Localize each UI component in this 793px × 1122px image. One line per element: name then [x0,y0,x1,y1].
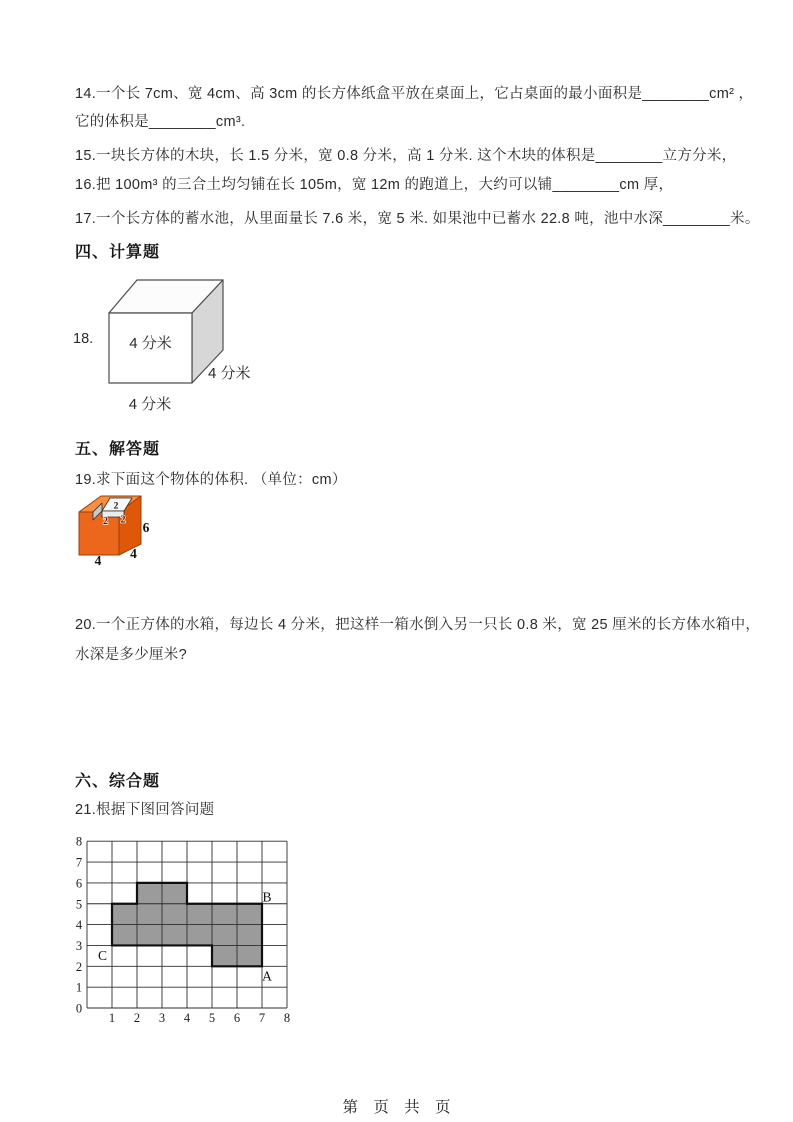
y-axis-tick: 4 [75,918,83,933]
x-axis-tick: 7 [258,1011,266,1025]
y-axis-tick: 6 [75,876,83,891]
question-20-line-2: 水深是多少厘米? [75,647,187,663]
y-axis-tick: 2 [75,959,83,974]
shaded-cell [212,945,237,966]
y-axis-tick: 7 [75,855,83,870]
x-axis-tick: 3 [158,1011,166,1025]
y-axis-tick: 0 [75,1001,83,1016]
question-20-line-1: 20.一个正方体的水箱，每边长 4 分米，把这样一箱水倒入另一只长 0.8 米，宽 25 厘米的长方体水箱中， [75,617,761,633]
shaded-cell [162,904,187,925]
point-label-B: B [262,889,272,905]
x-axis-tick: 5 [208,1011,216,1025]
shaded-cell [162,883,187,904]
notched-solid-figure [76,492,162,570]
x-axis-tick: 6 [233,1011,241,1025]
x-axis-tick: 2 [133,1011,141,1025]
shaded-cell [112,925,137,946]
shaded-cell [137,904,162,925]
shaded-cell [237,925,262,946]
shaded-cell [212,925,237,946]
section-answer-title: 五、解答题 [75,441,161,458]
shaded-cell [187,925,212,946]
cube-front-dimension: 4 分米 [129,335,172,352]
grid-plot [55,826,300,1028]
shaded-cell [162,925,187,946]
point-label-C: C [97,947,108,963]
solid-depth-dimension: 4 [130,546,137,561]
shaded-cell [237,904,262,925]
cube-side-dimension: 4 分米 [208,365,251,382]
x-axis-tick: 8 [283,1011,291,1025]
question-18-number: 18. [73,331,94,347]
section-comprehensive-title: 六、综合题 [75,773,161,790]
shaded-cell [137,883,162,904]
y-axis-tick: 3 [75,938,83,953]
x-axis-tick: 4 [183,1011,191,1025]
notch-top-dimension: 2 [113,501,119,512]
question-19: 19.求下面这个物体的体积. （单位：cm） [75,472,347,488]
question-16: 16.把 100m³ 的三合土均匀铺在长 105m，宽 12m 的跑道上，大约可以铺________cm 厚， [75,177,674,193]
question-14-line-2: 它的体积是________cm³. [75,114,246,130]
y-axis-tick: 8 [75,834,83,849]
notch-right-dimension: 2 [120,514,126,526]
solid-front-face [79,512,119,555]
x-axis-tick: 1 [108,1011,116,1025]
shaded-cell [237,945,262,966]
question-17: 17.一个长方体的蓄水池，从里面量长 7.6 米，宽 5 米. 如果池中已蓄水 22.8 吨，池中水深________米。 [75,211,760,227]
shaded-cell [137,925,162,946]
cube-figure [96,276,286,416]
shaded-cell [212,904,237,925]
question-21: 21.根据下图回答问题 [75,802,215,818]
point-label-A: A [262,968,272,984]
question-14-line-1: 14.一个长 7cm、宽 4cm、高 3cm 的长方体纸盒平放在桌面上，它占桌面的最小面积是________cm² ， [75,86,754,102]
question-15: 15.一块长方体的木块，长 1.5 分米，宽 0.8 分米，高 1 分米. 这个木块的体积是________立方分米， [75,148,737,164]
y-axis-tick: 1 [75,980,83,995]
cube-bottom-dimension: 4 分米 [128,396,172,413]
y-axis-tick: 5 [75,897,83,912]
shaded-cell [112,904,137,925]
section-calc-title: 四、计算题 [75,244,161,261]
shaded-cell [187,904,212,925]
solid-width-dimension: 4 [94,553,102,568]
page-footer: 第 页 共 页 [342,1099,451,1116]
notch-left-dimension: 2 [103,516,108,527]
solid-height-dimension: 6 [142,520,150,535]
